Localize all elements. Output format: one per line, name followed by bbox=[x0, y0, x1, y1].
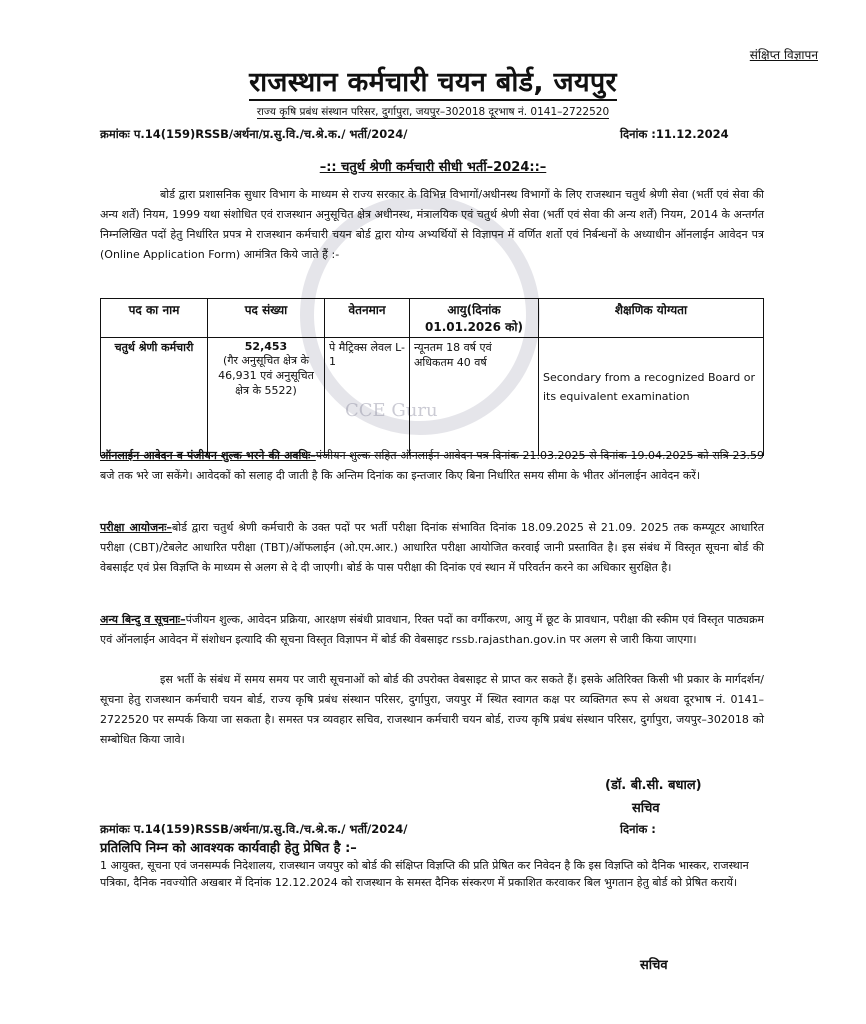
address-text: राज्य कृषि प्रबंध संस्थान परिसर, दुर्गापुरा, जयपुर–302018 दूरभाष नं. 0141–2722520 bbox=[256, 106, 610, 118]
col-post-count: पद संख्या bbox=[208, 299, 325, 338]
cell-qualification: Secondary from a recognized Board or its equivalent examination bbox=[539, 338, 764, 456]
other-info-label: अन्य बिन्दु व सूचनाः– bbox=[100, 613, 186, 626]
online-period-label: ऑनलाईन आवेदन व पंजीयन शुल्क भरने की अवधिः– bbox=[100, 449, 316, 462]
title-text: राजस्थान कर्मचारी चयन बोर्ड, जयपुर bbox=[249, 67, 617, 101]
subject-line bbox=[0, 157, 866, 175]
exam-text: बोर्ड द्वारा चतुर्थ श्रेणी कर्मचारी के उक्त पदों पर भर्ती परीक्षा दिनांक संभावित दिनांक 18.09.2025 से 21.09. 2025 तक कम्प्यूटर आधारित परीक्षा (CBT)/टेबलेट आधारित परीक्षा (TBT)/ऑफलाईन (ओ.एम.आर.) आधारित परीक्षा आयोजित करवाई जानी प्रस्तावित है। इस संबंध में विस्तृत सूचना बोर्ड की वेबसाईट एवं प्रेस विज्ञप्ति के माध्यम से अलग से दे दी जाएगी। बोर्ड के पास परीक्षा की दिनांक एवं स्थान में परिवर्तन करने का अधिकार सुरक्षित है। bbox=[100, 521, 764, 574]
page-title bbox=[0, 62, 866, 99]
cell-count bbox=[208, 338, 325, 456]
intro-paragraph: बोर्ड द्वारा प्रशासनिक सुधार विभाग के माध्यम से राज्य सरकार के विभिन्न विभागों/अधीनस्थ विभागों के लिए राजस्थान चतुर्थ श्रेणी सेवा (भर्ती एवं सेवा की अन्य शर्तें) नियम, 1999 यथा संशोधित एवं राजस्थान अनुसूचित क्षेत्र अधीनस्थ, मंत्रालयिक एवं चतुर्थ श्रेणी सेवा (भर्ती एवं सेवा की अन्य शर्तें) नियम, 2014 के अन्तर्गत निम्नलिखित पदों हेतु निर्धारित प्रपत्र मे राजस्थान कर्मचारी चयन बोर्ड द्वारा योग्य अभ्यर्थियों से विज्ञापन में वर्णित शर्तो एवं निर्बन्धनों के अध्याधीन ऑनलाईन आवेदन पत्र (Online Application Form) आमंत्रित किये जाते हैं :- bbox=[100, 188, 764, 261]
exam-label: परीक्षा आयोजनः– bbox=[100, 521, 172, 534]
signatory-post: सचिव bbox=[632, 801, 660, 816]
subject-text: –:: चतुर्थ श्रेणी कर्मचारी सीधी भर्ती–2024::– bbox=[319, 160, 547, 175]
contact-paragraph: इस भर्ती के संबंध में समय समय पर जारी सूचनाओं को बोर्ड की उपरोक्त वेबसाइट से प्राप्त कर सकते हैं। इसके अतिरिक्त किसी भी प्रकार के मार्गदर्शन/सूचना हेतु राजस्थान कर्मचारी चयन बोर्ड, राज्य कृषि प्रबंध संस्थान परिसर, दुर्गापुरा, जयपुर में स्थित स्वागत कक्ष पर व्यक्तिगत रूप से अथवा दूरभाष नं. 0141–2722520 पर सम्पर्क किया जा सकता है। समस्त पत्र व्यवहार सचिव, राजस्थान कर्मचारी चयन बोर्ड, राज्य कृषि प्रबंध संस्थान परिसर, दुर्गापुरा, जयपुर–302018 को सम्बोधित किया जावे। bbox=[100, 673, 764, 746]
table-header-row bbox=[101, 299, 764, 338]
col-pay-scale: वेतनमान bbox=[325, 299, 410, 338]
posts-table bbox=[100, 298, 764, 456]
col-qualification: शैक्षणिक योग्यता bbox=[539, 299, 764, 338]
notice-type-tag: संक्षिप्त विज्ञापन bbox=[749, 48, 818, 62]
issue-date: दिनांक :11.12.2024 bbox=[620, 127, 729, 141]
other-info-paragraph bbox=[100, 610, 764, 650]
online-period-text: पंजीयन शुल्क सहित ऑनलाईन आवेदन पत्र दिनांक 21.03.2025 से दिनांक 19.04.2025 को रात्रि 23.59 बजे तक भरे जा सकेंगे। आवेदकों को सलाह दी जाती है कि अन्तिम दिनांक का इन्तजार किए बिना निर्धारित समय सीमा के भीतर ऑनलाईन आवेदन करें। bbox=[100, 449, 764, 482]
reference-number: क्रमांकः प.14(159)RSSB/अर्थना/प्र.सु.वि./च.श्रे.क./ भर्ती/2024/ bbox=[100, 127, 408, 141]
cell-post: चतुर्थ श्रेणी कर्मचारी bbox=[101, 338, 208, 456]
cell-age: न्यूनतम 18 वर्ष एवं अधिकतम 40 वर्ष bbox=[410, 338, 539, 456]
copy-item-1: 1 आयुक्त, सूचना एवं जनसम्पर्क निदेशालय, राजस्थान जयपुर को बोर्ड की संक्षिप्त विज्ञप्ति की प्रति प्रेषित कर निवेदन है कि इस विज्ञप्ति को दैनिक भास्कर, राजस्थान पत्रिका, दैनिक नवज्योति अखबार में दिनांक 12.12.2024 को राजस्थान के समस्त दैनिक संस्करण में प्रकाशित करवाकर बिल भुगतान हेतु बोर्ड को प्रेषित करायें। bbox=[100, 859, 749, 889]
cell-pay: पे मैट्रिक्स लेवल L-1 bbox=[325, 338, 410, 456]
other-info-text: पंजीयन शुल्क, आवेदन प्रक्रिया, आरक्षण संबंधी प्रावधान, रिक्त पदों का वर्गीकरण, आयु में छूट के प्रावधान, परीक्षा की स्कीम एवं विस्तृत पाठ्यक्रम एवं ऑनलाईन आवेदन में संशोधन इत्यादि की सूचना विस्तृत विज्ञापन में बोर्ड की वेबसाइट rssb.rajasthan.gov.in पर अलग से जारी किया जाएगा। bbox=[100, 613, 764, 646]
online-period-paragraph bbox=[100, 446, 764, 486]
copy-to-heading: प्रतिलिपि निम्न को आवश्यक कार्यवाही हेतु प्रेषित है :– bbox=[100, 841, 357, 856]
col-age: आयु(दिनांक 01.01.2026 को) bbox=[410, 299, 539, 338]
table-row bbox=[101, 338, 764, 456]
footer-signatory: सचिव bbox=[640, 958, 668, 973]
board-address bbox=[0, 105, 866, 119]
count-detail: (गैर अनुसूचित क्षेत्र के 46,931 एवं अनुसूचित क्षेत्र के 5522) bbox=[218, 354, 314, 397]
footer-reference: क्रमांकः प.14(159)RSSB/अर्थना/प्र.सु.वि./च.श्रे.क./ भर्ती/2024/ bbox=[100, 822, 408, 836]
count-main: 52,453 bbox=[244, 340, 288, 353]
signatory-name: (डॉ. बी.सी. बधाल) bbox=[605, 778, 702, 793]
footer-date: दिनांक : bbox=[620, 822, 656, 836]
exam-paragraph bbox=[100, 518, 764, 578]
watermark-text: CCE Guru bbox=[345, 400, 438, 421]
col-post-name: पद का नाम bbox=[101, 299, 208, 338]
